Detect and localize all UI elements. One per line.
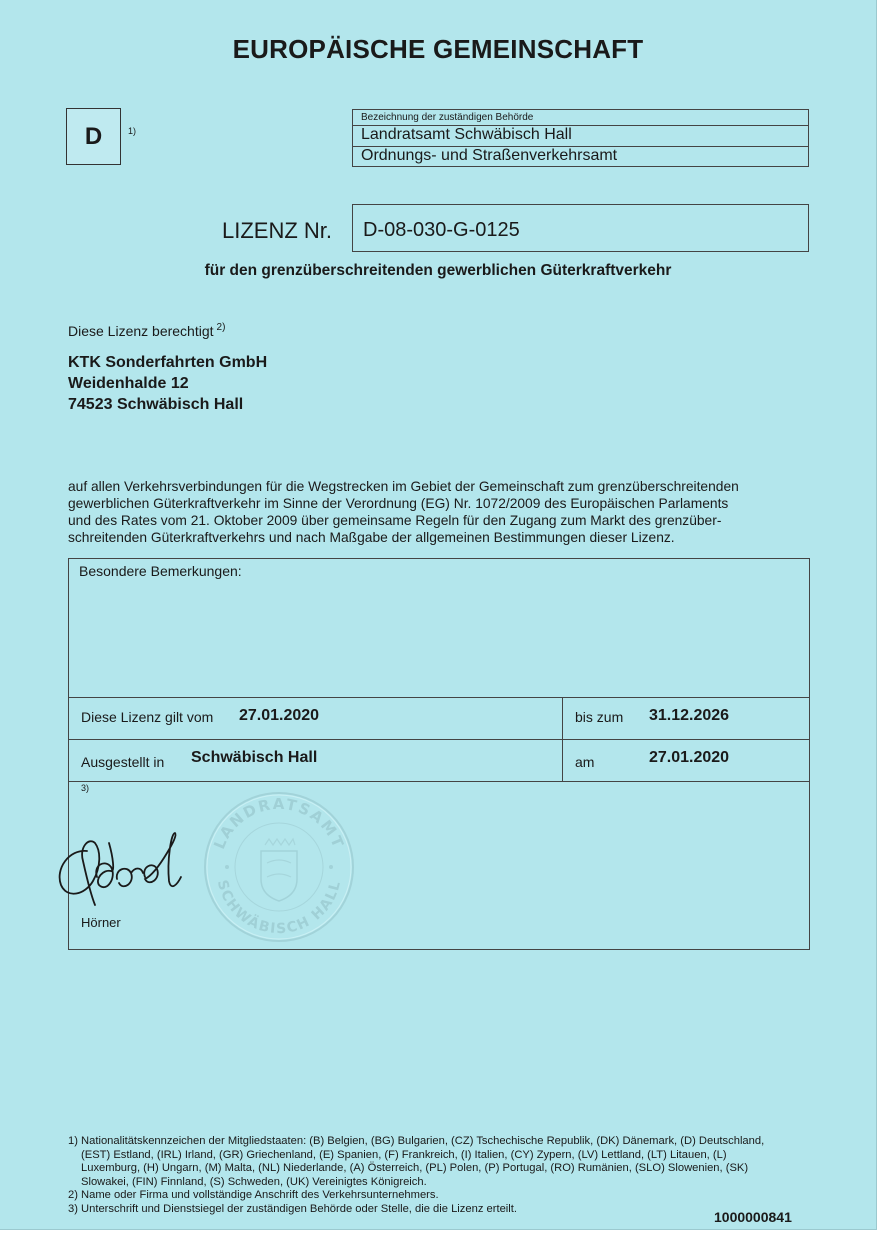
authority-box: [352, 109, 809, 167]
remarks-label: Besondere Bemerkungen:: [79, 563, 242, 579]
footnote-line: Luxemburg, (H) Ungarn, (M) Malta, (NL) Niederlande, (A) Österreich, (PL) Polen, (P) Portugal, (RO) Rumänien, (SLO) Slowenien, (SK): [81, 1162, 749, 1175]
row-divider: [69, 781, 809, 782]
holder-footnote-ref: 2): [216, 322, 226, 333]
authority-department: Ordnungs- und Straßenverkehrsamt: [361, 147, 618, 164]
holder-name: KTK Sonderfahrten GmbH: [68, 354, 268, 371]
body-line: auf allen Verkehrsverbindungen für die Wegstrecken im Gebiet der Gemeinschaft zum grenzüberschreitenden: [68, 479, 739, 494]
license-number: D-08-030-G-0125: [363, 219, 520, 241]
footnote-line: 3) Unterschrift und Dienstsiegel der zuständigen Behörde oder Stelle, die die Lizenz erteilt.: [68, 1202, 517, 1215]
footnote-line: 1) Nationalitätskennzeichen der Mitgliedstaaten: (B) Belgien, (BG) Bulgarien, (CZ) Tschechische Republik, (DK) Dänemark, (D) Deutschland,: [68, 1135, 765, 1147]
row-divider: [69, 697, 809, 698]
footnote-line: (EST) Estland, (IRL) Irland, (GR) Griechenland, (E) Spanien, (F) Frankreich, (I) Italien, (CY) Zypern, (LV) Lettland, (LT) Litauen, (L): [81, 1148, 727, 1161]
details-table: [68, 558, 810, 950]
row-divider: [69, 739, 809, 740]
holder-intro-text: Diese Lizenz berechtigt: [68, 323, 214, 339]
handwritten-signature: [49, 821, 249, 921]
license-number-label: LIZENZ Nr.: [222, 218, 333, 243]
valid-from-value: 27.01.2020: [239, 707, 320, 724]
footnotes: [68, 1135, 828, 1217]
issued-place-label: Ausgestellt in: [81, 754, 165, 770]
issued-date-label: am: [575, 754, 595, 770]
issued-place-value: Schwäbisch Hall: [191, 749, 318, 766]
valid-to-label: bis zum: [575, 709, 624, 725]
country-code-box: [66, 108, 121, 165]
serial-number: 1000000841: [714, 1209, 792, 1225]
license-number-box: [352, 204, 809, 252]
footnote-line: 2) Name oder Firma und vollständige Anschrift des Verkehrsunternehmers.: [68, 1189, 439, 1202]
footnote-line: Slowakei, (FIN) Finnland, (S) Schweden, (UK) Vereinigtes Königreich.: [81, 1175, 427, 1188]
valid-from-label: Diese Lizenz gilt vom: [81, 709, 214, 725]
document-title: EUROPÄISCHE GEMEINSCHAFT: [232, 34, 644, 64]
holder-address: [68, 352, 267, 415]
country-code: D: [84, 122, 103, 150]
authority-name: Landratsamt Schwäbisch Hall: [361, 126, 572, 143]
body-line: und des Rates vom 21. Oktober 2009 über gemeinsame Regeln für den Zugang zum Markt des grenzüber-: [68, 513, 722, 528]
issued-date-value: 27.01.2020: [649, 749, 730, 766]
signer-name: Hörner: [81, 915, 121, 930]
license-body-text: [68, 478, 818, 546]
holder-intro: [68, 323, 225, 339]
seal-bottom-text: SCHWÄBISCH HALL: [213, 878, 345, 938]
body-line: schreitenden Güterkraftverkehrs und nach Maßgabe der allgemeinen Bestimmungen dieser Lizenz.: [68, 530, 675, 545]
country-footnote-ref: 1): [128, 126, 137, 136]
body-line: gewerblichen Güterkraftverkehr im Sinne der Verordnung (EG) Nr. 1072/2009 des Europäischen Parlaments: [68, 496, 729, 511]
authority-caption: Bezeichnung der zuständigen Behörde: [361, 112, 534, 123]
holder-street: Weidenhalde 12: [68, 375, 189, 392]
valid-to-value: 31.12.2026: [649, 707, 730, 724]
holder-city: 74523 Schwäbisch Hall: [68, 396, 244, 413]
signature-footnote-ref: 3): [81, 783, 90, 793]
license-subtitle: für den grenzüberschreitenden gewerblichen Güterkraftverkehr: [204, 262, 672, 279]
seal-top-text: LANDRATSAMT: [210, 794, 348, 852]
